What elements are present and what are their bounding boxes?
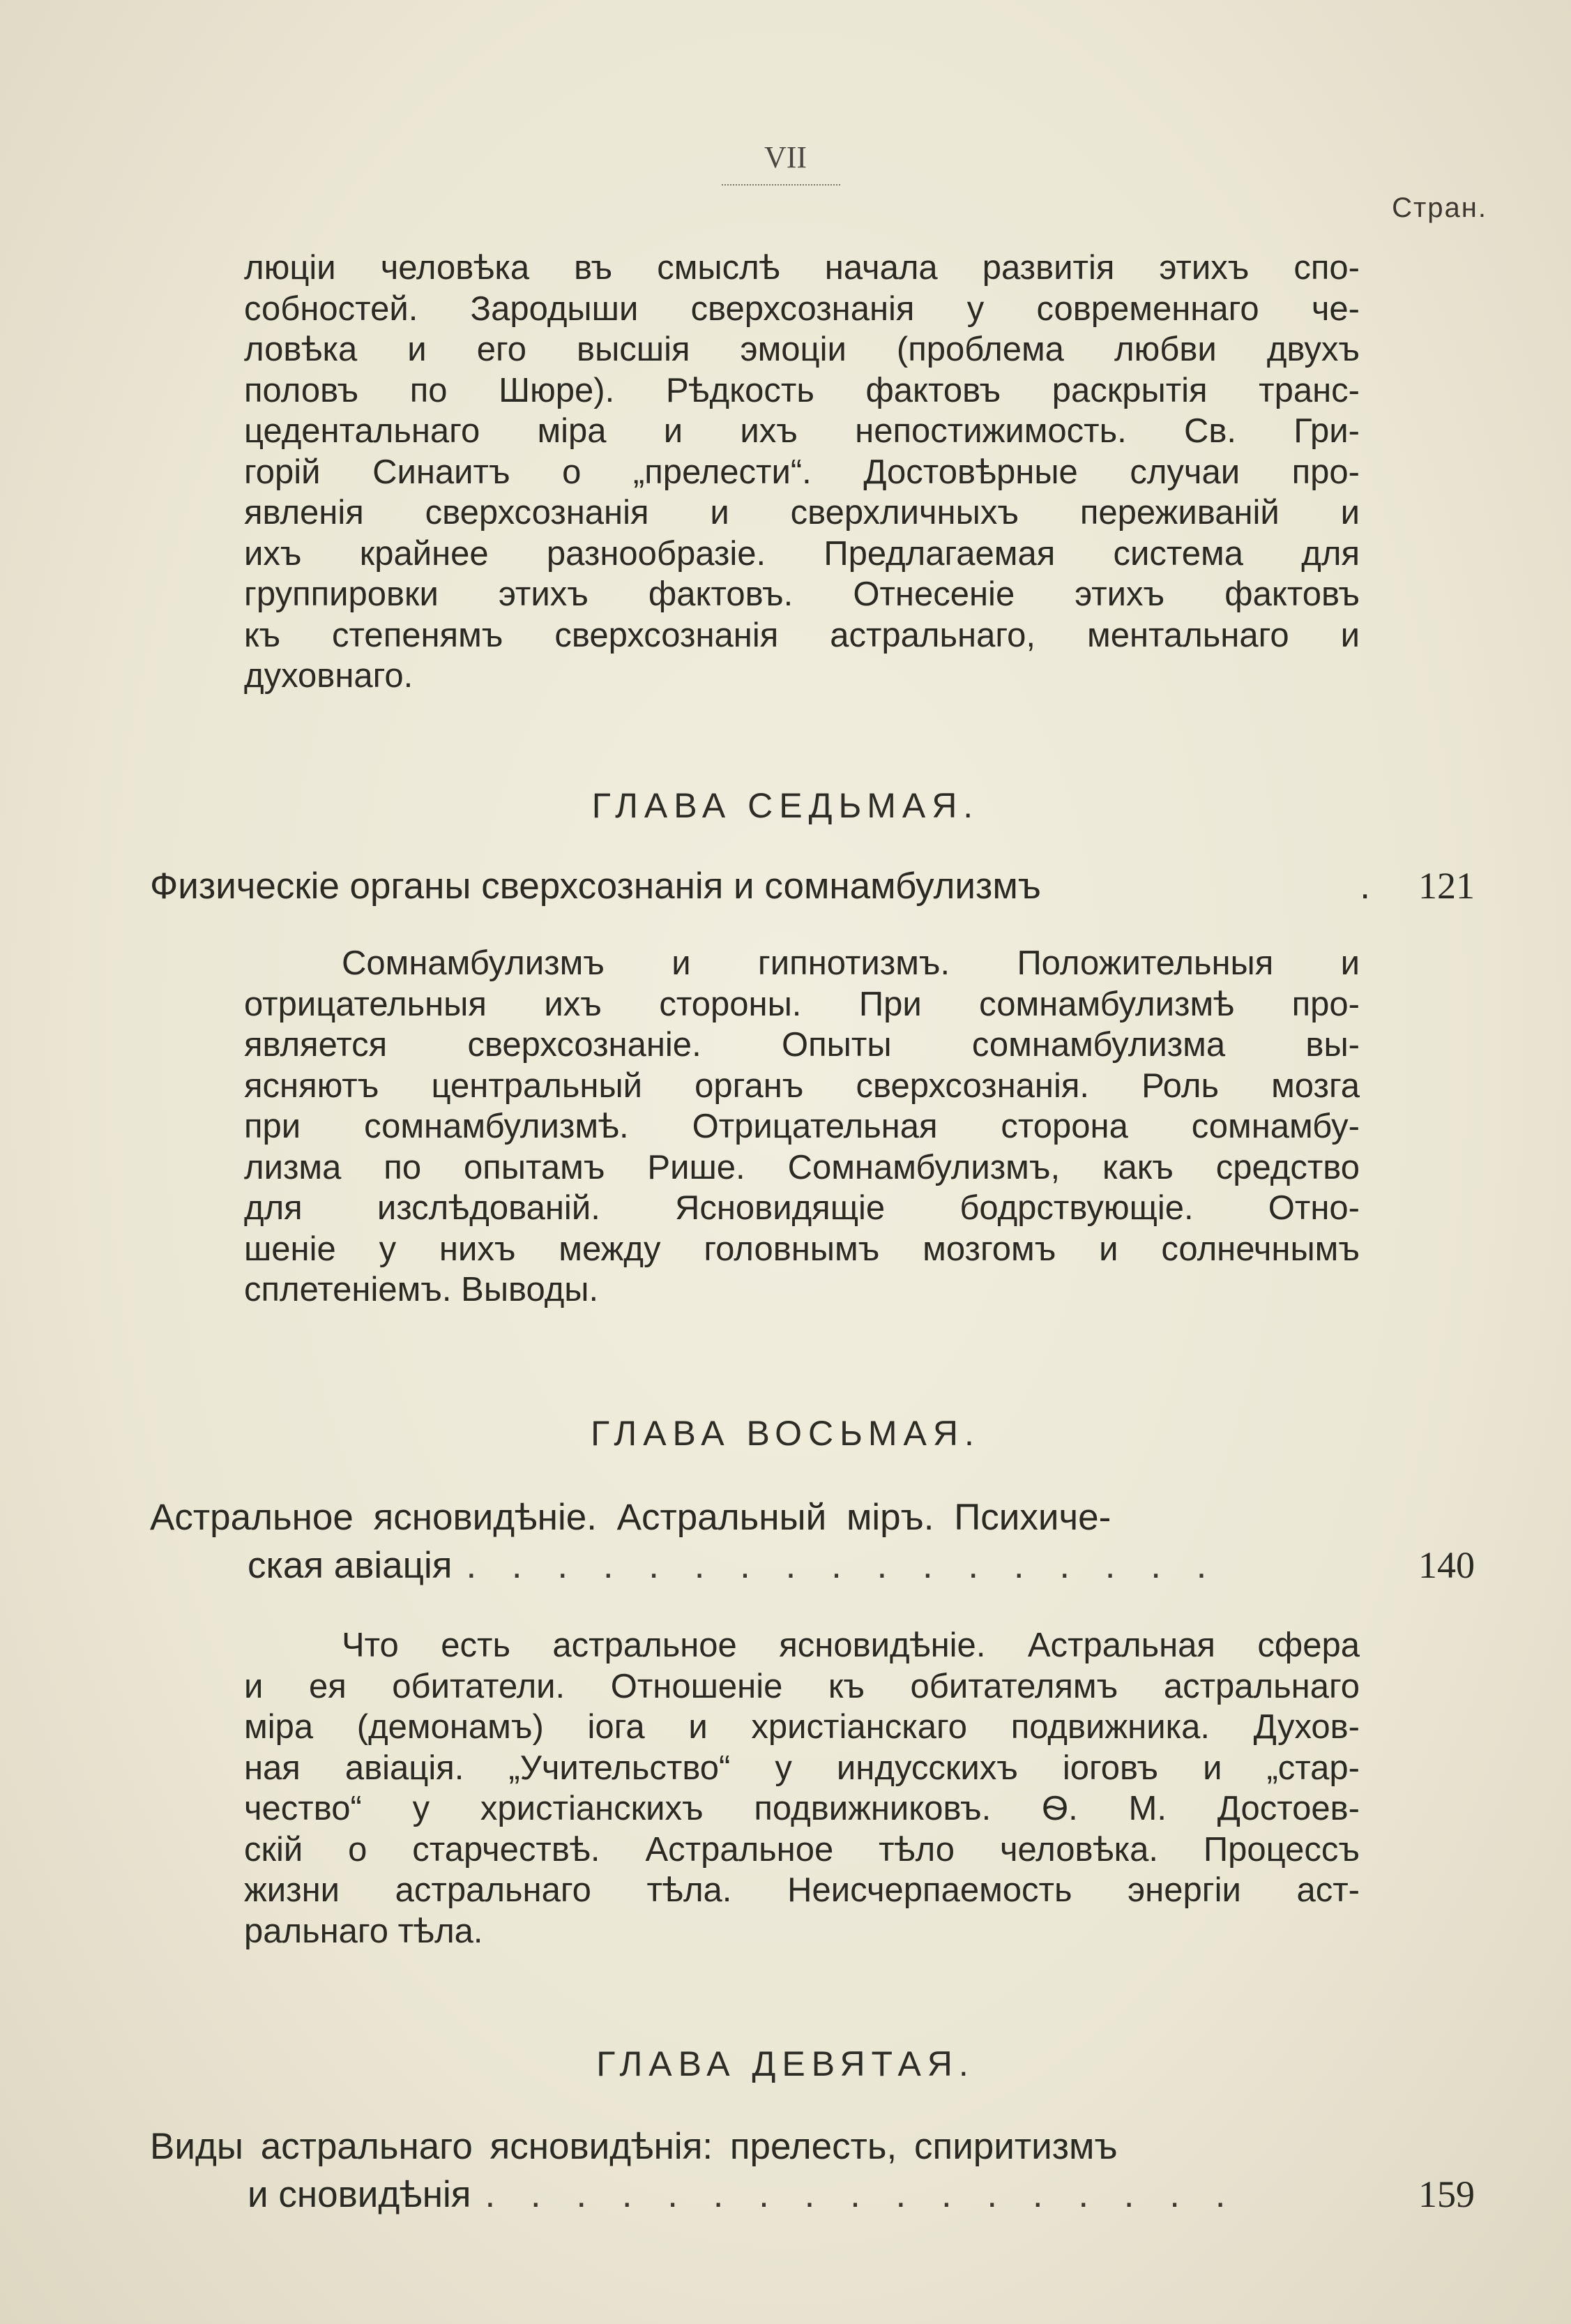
chapter-heading: ГЛАВА ВОСЬМАЯ. — [591, 1414, 980, 1453]
text-line: собностей. Зародыши сверхсознанія у современнаго че- — [244, 289, 1360, 328]
text-line: группировки этихъ фактовъ. Отнесеніе этихъ фактовъ — [244, 575, 1360, 613]
text-line: люціи человѣка въ смыслѣ начала развитія этихъ спо- — [244, 249, 1360, 287]
toc-entry[interactable] — [150, 2123, 1475, 2219]
intro-summary — [244, 248, 1360, 697]
entry-page: 140 — [1418, 1544, 1475, 1586]
text-line: ясняютъ центральный органъ сверхсознанія. Роль мозга — [244, 1066, 1360, 1105]
text-line: чество“ у христіанскихъ подвижниковъ. Ѳ. М. Достоев- — [244, 1790, 1360, 1827]
text-line: горій Синаитъ о „прелести“. Достовѣрные случаи про- — [244, 453, 1360, 491]
text-line: явленія сверхсознанія и сверхличныхъ переживаній и — [244, 494, 1360, 531]
chapter-heading: ГЛАВА СЕДЬМАЯ. — [591, 786, 980, 825]
text-line: ральнаго тѣла. — [244, 1912, 483, 1950]
chapter-heading: ГЛАВА ДЕВЯТАЯ. — [596, 2044, 975, 2083]
entry-page: 159 — [1418, 2173, 1475, 2215]
entry-leader: . — [1360, 866, 1370, 907]
entry-title: и сновидѣнія — [248, 2174, 471, 2215]
text-line: лизма по опытамъ Рише. Сомнамбулизмъ, какъ средство — [244, 1148, 1360, 1186]
entry-leader: . . . . . . . . . . . . . . . . . — [485, 2174, 1238, 2215]
toc-entry[interactable] — [150, 1494, 1475, 1590]
chapter-summary — [244, 1625, 1360, 1952]
entry-title: Физическіе органы сверхсознанія и сомнамбулизмъ — [150, 866, 1041, 907]
entry-title: ская авіація — [248, 1545, 453, 1586]
text-line: жизни астральнаго тѣла. Неисчерпаемость энергіи аст- — [244, 1871, 1360, 1909]
entry-leader: . . . . . . . . . . . . . . . . . — [466, 1545, 1220, 1586]
text-line: половъ по Шюре). Рѣдкость фактовъ раскрытія транс- — [244, 371, 1360, 409]
text-line: и ея обитатели. Отношеніе къ обитателямъ астральнаго — [244, 1667, 1360, 1705]
entry-page: 121 — [1418, 865, 1475, 907]
text-line: цедентальнаго міра и ихъ непостижимость. Св. Гри- — [244, 412, 1360, 450]
toc-entry[interactable] — [150, 862, 1475, 910]
text-line: духовнаго. — [244, 657, 413, 695]
text-line: является сверхсознаніе. Опыты сомнамбулизма вы- — [244, 1026, 1360, 1064]
page-column-label: Стран. — [1392, 193, 1487, 223]
text-line: ловѣка и его высшія эмоціи (проблема любви двухъ — [244, 331, 1360, 368]
text-line: Что есть астральное ясновидѣніе. Астральная сфера — [342, 1627, 1360, 1664]
chapter-summary — [244, 943, 1360, 1311]
text-line: Сомнамбулизмъ и гипнотизмъ. Положительныя и — [342, 944, 1360, 982]
page-number: VII — [764, 140, 807, 174]
text-line: отрицательныя ихъ стороны. При сомнамбулизмѣ про- — [244, 985, 1360, 1023]
text-line: для изслѣдованій. Ясновидящіе бодрствующіе. Отно- — [244, 1189, 1360, 1227]
entry-title: Астральное ясновидѣніе. Астральный міръ. Психиче- — [150, 1497, 1111, 1538]
text-line: при сомнамбулизмѣ. Отрицательная сторона сомнамбу- — [244, 1108, 1360, 1145]
text-line: міра (демонамъ) іога и христіанскаго подвижника. Духов- — [244, 1708, 1360, 1746]
text-line: шеніе у нихъ между головнымъ мозгомъ и солнечнымъ — [244, 1230, 1360, 1268]
text-line: ихъ крайнее разнообразіе. Предлагаемая система для — [244, 534, 1360, 573]
text-line: сплетеніемъ. Выводы. — [244, 1271, 599, 1308]
text-line: скій о старчествѣ. Астральное тѣло человѣка. Процессъ — [244, 1830, 1360, 1869]
header-rule — [722, 184, 840, 186]
text-line: къ степенямъ сверхсознанія астральнаго, ментальнаго и — [244, 616, 1360, 654]
text-line: ная авіація. „Учительство“ у индусскихъ іоговъ и „стар- — [244, 1749, 1360, 1787]
entry-title: Виды астральнаго ясновидѣнія: прелесть, спиритизмъ — [150, 2126, 1118, 2167]
